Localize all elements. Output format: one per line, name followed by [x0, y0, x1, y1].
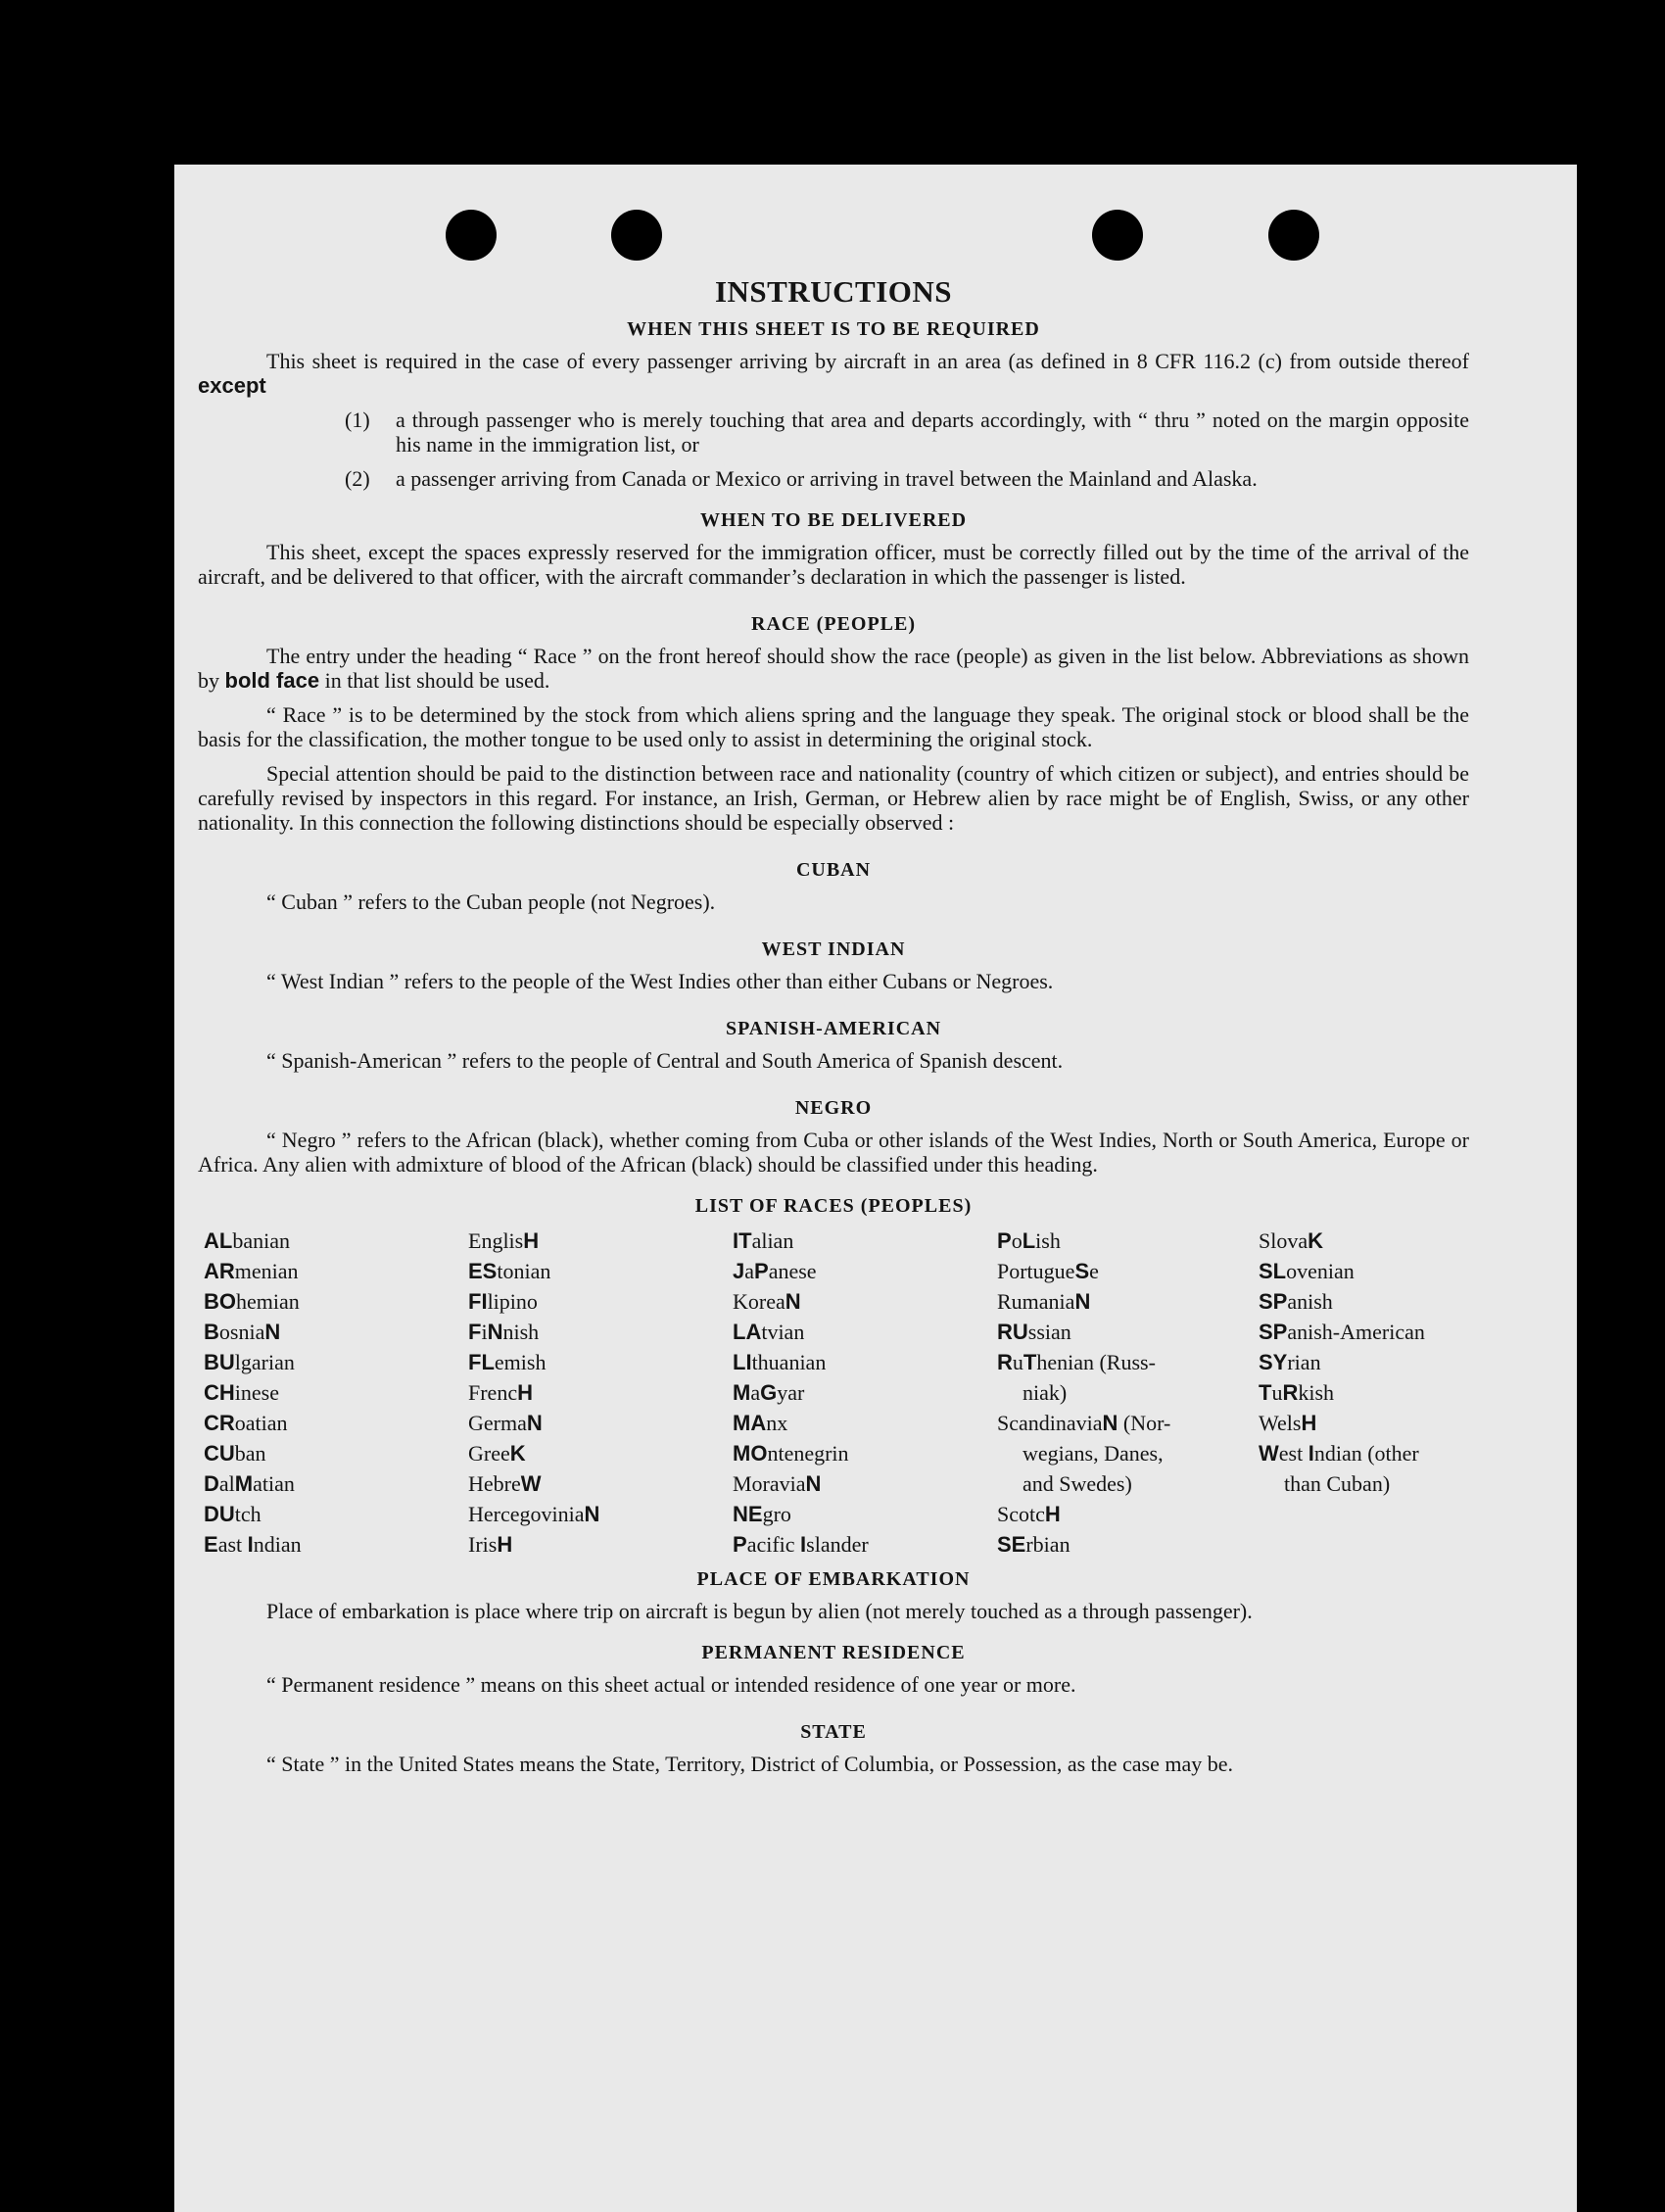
- section-heading-residence: PERMANENT RESIDENCE: [701, 1642, 966, 1663]
- race-paragraph-2: “ Race ” is to be determined by the stock from which aliens spring and the language they speak. The original stock or blood shall be the basis for the classification, the mother tongue to be used only to assist in determining the original stock.: [198, 702, 1469, 751]
- race-entry: [1259, 1529, 1475, 1560]
- race-entry: ALbanian: [204, 1228, 290, 1253]
- race-entry: MaGyar: [733, 1380, 805, 1405]
- section-heading-negro: NEGRO: [794, 1097, 873, 1119]
- race-entry: LAtvian: [733, 1320, 805, 1344]
- except-bold: except: [198, 373, 266, 398]
- race-paragraph-1: The entry under the heading “ Race ” on the front hereof should show the race (people) as given in the list below. Abbreviations as shown by bold face in that list should be used.: [198, 644, 1469, 693]
- race-entry: ARmenian: [204, 1259, 299, 1283]
- section-heading-spanish-american: SPANISH-AMERICAN: [725, 1018, 942, 1039]
- race-entry: niak): [1023, 1380, 1068, 1405]
- race-entry: SlovaK: [1259, 1228, 1324, 1253]
- spanish-american-text: “ Spanish-American ” refers to the people of Central and South America of Spanish descent.: [266, 1048, 1064, 1073]
- negro-text: “ Negro ” refers to the African (black), whether coming from Cuba or other islands of the West Indies, North or South America, Europe or Africa. Any alien with admixture of blood of the African (black) should be classified under this heading.: [198, 1128, 1469, 1177]
- residence-text: “ Permanent residence ” means on this sheet actual or intended residence of one year or more.: [266, 1672, 1076, 1697]
- race-entry: DUtch: [204, 1502, 262, 1526]
- race-entry: JaPanese: [733, 1259, 817, 1283]
- race-entry: ScotcH: [997, 1502, 1061, 1526]
- race-entry: GreeK: [468, 1441, 526, 1466]
- race-entry: EStonian: [468, 1259, 551, 1283]
- west-indian-text: “ West Indian ” refers to the people of the West Indies other than either Cubans or Negroes.: [266, 969, 1054, 993]
- race-entry: FiNnish: [468, 1320, 540, 1344]
- bold-face-text: bold face: [224, 668, 320, 693]
- section-heading-west-indian: WEST INDIAN: [761, 938, 906, 960]
- race-paragraph-3: Special attention should be paid to the distinction between race and nationality (country of which citizen or subject), and entries should be carefully revised by inspectors in this regard. For instance, an Irish, German, or Hebrew alien by race might be of English, Swiss, or any other nationality. In this connection the following distinctions should be especially observed :: [198, 761, 1469, 835]
- race-entry: East Indian: [204, 1532, 302, 1557]
- race-entry: CUban: [204, 1441, 266, 1466]
- race-entry: wegians, Danes,: [1023, 1441, 1164, 1466]
- section-heading-embarkation: PLACE OF EMBARKATION: [696, 1568, 971, 1590]
- punch-hole: [1092, 210, 1143, 261]
- race-entry: than Cuban): [1284, 1471, 1391, 1496]
- race-entry: SErbian: [997, 1532, 1070, 1557]
- race-entry: NEgro: [733, 1502, 791, 1526]
- race-entry: BOhemian: [204, 1289, 300, 1314]
- race-entry: MOntenegrin: [733, 1441, 849, 1466]
- race-entry: West Indian (other: [1259, 1441, 1419, 1466]
- document-page: [174, 165, 1577, 2212]
- punch-hole: [446, 210, 497, 261]
- punch-hole: [1268, 210, 1319, 261]
- race-entry: FIlipino: [468, 1289, 538, 1314]
- delivered-text: This sheet, except the spaces expressly reserved for the immigration officer, must be correctly filled out by the time of the arrival of the aircraft, and be delivered to that officer, with the aircraft commander’s declaration in which the passenger is listed.: [198, 540, 1469, 589]
- section-heading-required: WHEN THIS SHEET IS TO BE REQUIRED: [627, 318, 1040, 340]
- state-text: “ State ” in the United States means the State, Territory, District of Columbia, or Possession, as the case may be.: [266, 1752, 1234, 1776]
- race-entry: SPanish: [1259, 1289, 1333, 1314]
- race-entry: HercegoviniaN: [468, 1502, 600, 1526]
- race-entry: and Swedes): [1023, 1471, 1132, 1496]
- race-entry: RumaniaN: [997, 1289, 1091, 1314]
- race-entry: RuThenian (Russ-: [997, 1350, 1156, 1374]
- race-entry: BosniaN: [204, 1320, 281, 1344]
- section-heading-cuban: CUBAN: [795, 859, 872, 881]
- race-entry: MoraviaN: [733, 1471, 822, 1496]
- race-entry: IrisH: [468, 1532, 513, 1557]
- race-entry: WelsH: [1259, 1411, 1317, 1435]
- race-entry: EnglisH: [468, 1228, 540, 1253]
- required-intro: This sheet is required in the case of every passenger arriving by aircraft in an area (as defined in 8 CFR 116.2 (c) from outside thereof except: [198, 349, 1469, 398]
- race-entry: HebreW: [468, 1471, 542, 1496]
- section-heading-race: RACE (PEOPLE): [751, 613, 916, 635]
- race-entry: GermaN: [468, 1411, 543, 1435]
- exception-item: (2) a passenger arriving from Canada or Mexico or arriving in travel between the Mainland and Alaska.: [345, 466, 1258, 491]
- instructions-content: [198, 274, 1469, 1776]
- section-heading-delivered: WHEN TO BE DELIVERED: [699, 509, 968, 531]
- race-entry: TuRkish: [1259, 1380, 1335, 1405]
- race-entry: RUssian: [997, 1320, 1071, 1344]
- embarkation-text: Place of embarkation is place where trip on aircraft is begun by alien (not merely touched as a through passenger).: [266, 1599, 1253, 1623]
- race-entry: CRoatian: [204, 1411, 288, 1435]
- section-heading-list-of-races: LIST OF RACES (PEOPLES): [694, 1195, 973, 1217]
- race-entry: LIthuanian: [733, 1350, 827, 1374]
- race-entry: DalMatian: [204, 1471, 295, 1496]
- race-entry: ScandinaviaN (Nor-: [997, 1411, 1171, 1435]
- race-entry: CHinese: [204, 1380, 279, 1405]
- race-entry: PortugueSe: [997, 1259, 1099, 1283]
- exception-item: (1) a through passenger who is merely touching that area and departs accordingly, with “ thru ” noted on the margin opposite his name in the immigration list, or: [345, 408, 1469, 457]
- race-entry: KoreaN: [733, 1289, 801, 1314]
- race-entry: BUlgarian: [204, 1350, 295, 1374]
- page-title: INSTRUCTIONS: [714, 274, 952, 309]
- race-entry: Pacific Islander: [733, 1532, 869, 1557]
- race-entry: SLovenian: [1259, 1259, 1355, 1283]
- races-list: [204, 1226, 1469, 1560]
- race-entry: MAnx: [733, 1411, 788, 1435]
- punch-hole: [611, 210, 662, 261]
- cuban-text: “ Cuban ” refers to the Cuban people (not Negroes).: [266, 890, 716, 914]
- race-entry: FrencH: [468, 1380, 533, 1405]
- race-entry: ITalian: [733, 1228, 794, 1253]
- race-entry: [1259, 1499, 1475, 1529]
- race-entry: SPanish-American: [1259, 1320, 1425, 1344]
- section-heading-state: STATE: [800, 1721, 867, 1743]
- race-entry: PoLish: [997, 1228, 1061, 1253]
- race-entry: SYrian: [1259, 1350, 1321, 1374]
- race-entry: FLemish: [468, 1350, 547, 1374]
